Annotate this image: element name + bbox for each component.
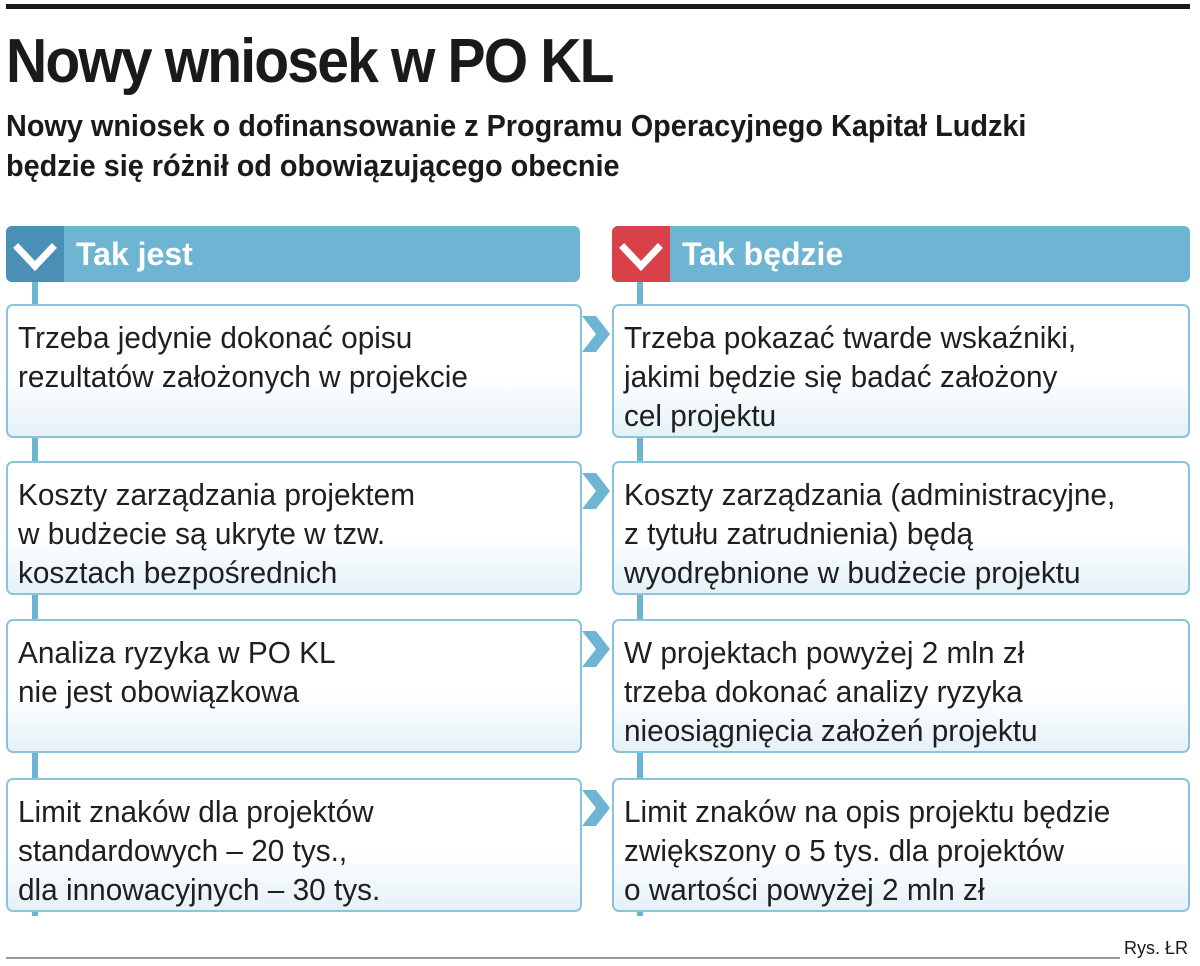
page-subtitle: Nowy wniosek o dofinansowanie z Programu Operacyjnego Kapitał Ludzki będzie się różnił od obowiązującego obecnie [6, 108, 1027, 183]
current-state-box [6, 619, 582, 753]
current-state-text: Trzeba jedynie dokonać opisu rezultatów założonych w projekcie [18, 320, 468, 394]
column-header-current-label: Tak jest [76, 236, 193, 272]
page-title: Nowy wniosek w PO KL [6, 27, 613, 96]
current-state-text: Limit znaków dla projektów standardowych – 20 tys., dla innowacyjnych – 30 tys. [18, 794, 381, 907]
check-down-icon [6, 226, 64, 282]
column-header-future-label: Tak będzie [682, 236, 844, 272]
chevron-right-icon [580, 314, 612, 354]
current-state-box [6, 461, 582, 595]
top-rule [6, 4, 1190, 9]
current-state-text: Koszty zarządzania projektem w budżecie są ukryte w tzw. kosztach bezpośrednich [18, 477, 415, 590]
chevron-right-icon [580, 471, 612, 511]
credit-line: Rys. ŁR [1123, 938, 1188, 958]
future-state-box [612, 461, 1190, 595]
future-state-box [612, 304, 1190, 438]
future-state-text: Trzeba pokazać twarde wskaźniki, jakimi będzie się badać założony cel projektu [624, 320, 1077, 433]
bottom-rule [6, 957, 1120, 959]
check-down-icon [612, 226, 670, 282]
current-state-box [6, 304, 582, 438]
future-state-text: Koszty zarządzania (administracyjne, z tytułu zatrudnienia) będą wyodrębnione w budżecie projektu [624, 477, 1116, 590]
column-header-future [612, 226, 1190, 282]
column-header-current [6, 226, 580, 282]
current-state-text: Analiza ryzyka w PO KL nie jest obowiązkowa [18, 635, 336, 709]
chevron-right-icon [580, 629, 612, 669]
future-state-box [612, 619, 1190, 753]
future-state-text: Limit znaków na opis projektu będzie zwiększony o 5 tys. dla projektów o wartości powyżej 2 mln zł [624, 794, 1111, 907]
future-state-box [612, 778, 1190, 912]
future-state-text: W projektach powyżej 2 mln zł trzeba dokonać analizy ryzyka nieosiągnięcia założeń projektu [624, 635, 1038, 748]
chevron-right-icon [580, 788, 612, 828]
current-state-box [6, 778, 582, 912]
